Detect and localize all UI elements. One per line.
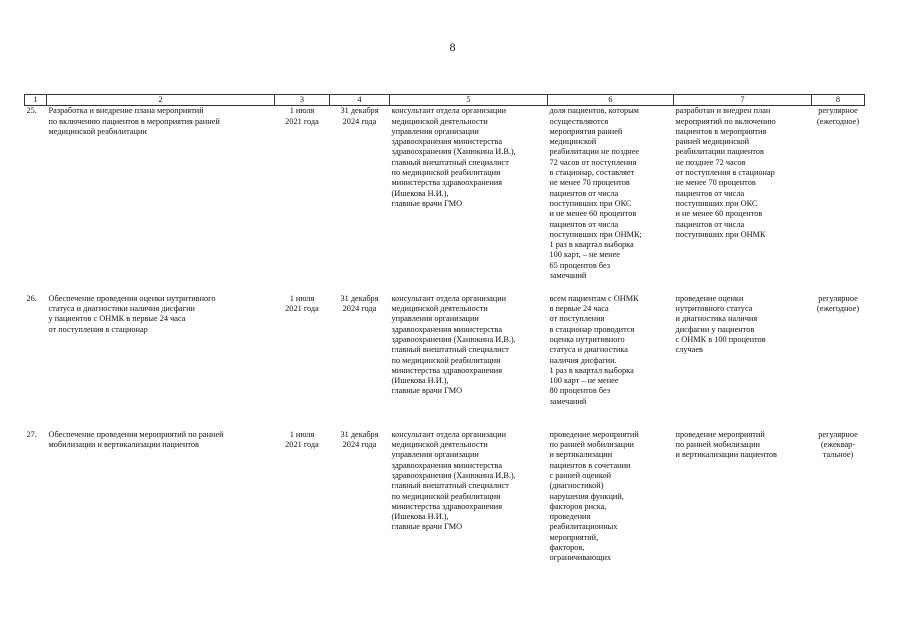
- responsible-cell: консультант отдела организации медицинской деятельности управления организации здравоохранения министерства здравоохранения (Ханюкина И.В.), главный внештатный специалист по медицинской реабилитации министерства здравоохранения (Ишекова Н.И.), главные врачи ГМО: [391, 106, 516, 208]
- start-date-cell: 1 июля 2021 года: [285, 429, 319, 450]
- activity-cell: Разработка и внедрение плана мероприятий по включению пациентов в мероприятия ранней медицинской реабилитации: [48, 106, 220, 136]
- page-number: 8: [449, 40, 456, 54]
- start-date-cell: 1 июля 2021 года: [285, 293, 319, 314]
- column-header: 8: [812, 95, 865, 106]
- end-date-cell: 31 декабря 2024 года: [340, 293, 379, 314]
- result-cell: проведение мероприятий по ранней мобилизации и вертикализации пациентов: [675, 429, 777, 460]
- indicator-cell: доля пациентов, которым осуществляются мероприятия ранней медицинской реабилитации не позднее 72 часов от поступления в стационар, составляет не менее 70 процентов пациентов от числа поступивших при ОКС и не менее 60 процентов пациентов от числа поступивших при ОНМК; 1 раз в квартал выборка 100 карт, – не менее 65 процентов без замечаний: [549, 106, 642, 281]
- table-row: [25, 106, 865, 294]
- start-date-cell: 1 июля 2021 года: [285, 106, 319, 126]
- activity-cell: Обеспечение проведения оценки нутритивного статуса и диагностики наличия дисфагии у пациентов с ОНМК в первые 24 часа от поступления в стационар: [48, 293, 216, 334]
- row-number: 27.: [26, 429, 37, 439]
- result-cell: разработан и внедрен план мероприятий по включению пациентов в мероприятия ранней медицинской реабилитации пациентов не позднее 72 часов от поступления в стационар не менее 70 процентов пациентов от числа поступивших при ОКС и не менее 60 процентов пациентов от числа поступивших при ОНМК: [675, 106, 776, 239]
- indicator-cell: проведение мероприятий по ранней мобилизации и вертикализации пациентов в сочетании с ранней оценкой (диагностикой) нарушения функций, факторов риска, проведения реабилитационных мероприятий, факторов, ограничивающих: [549, 429, 639, 563]
- periodicity-cell: регулярное (ежеквар- тальное): [818, 429, 858, 460]
- table-row: [25, 294, 865, 430]
- column-header: 7: [674, 95, 812, 106]
- column-header: 2: [47, 95, 275, 106]
- column-header: 5: [390, 95, 548, 106]
- indicator-cell: всем пациентам с ОНМК в первые 24 часа от поступления в стационар проводится оценка нутритивного статуса и диагностика наличия дисфагии. 1 раз в квартал выборка 100 карт – не менее 80 процентов без замечаний: [549, 293, 639, 406]
- column-number-header: [25, 95, 865, 106]
- responsible-cell: консультант отдела организации медицинской деятельности управления организации здравоохранения министерства здравоохранения (Ханюкина И.В.), главный внештатный специалист по медицинской реабилитации министерства здравоохранения (Ишекова Н.И.), главные врачи ГМО: [391, 293, 516, 396]
- result-cell: проведение оценки нутритивного статуса и диагностика наличия дисфагии у пациентов с ОНМК в 100 процентов случаев: [675, 293, 766, 355]
- end-date-cell: 31 декабря 2024 года: [340, 106, 379, 126]
- periodicity-cell: регулярное (ежегодное): [816, 293, 860, 314]
- periodicity-cell: регулярное (ежегодное): [816, 106, 860, 126]
- responsible-cell: консультант отдела организации медицинской деятельности управления организации здравоохранения министерства здравоохранения (Ханюкина И.В.), главный внештатный специалист по медицинской реабилитации министерства здравоохранения (Ишекова Н.И.), главные врачи ГМО: [391, 429, 516, 532]
- column-header: 1: [25, 95, 47, 106]
- table-row: [25, 430, 865, 564]
- column-header: 6: [548, 95, 674, 106]
- column-header: 4: [330, 95, 390, 106]
- action-plan-table: [24, 94, 865, 564]
- row-number: 26.: [26, 293, 37, 303]
- row-number: 25.: [26, 106, 37, 116]
- column-header: 3: [275, 95, 330, 106]
- activity-cell: Обеспечение проведения мероприятий по ранней мобилизации и вертикализации пациентов: [48, 429, 224, 450]
- end-date-cell: 31 декабря 2024 года: [340, 429, 379, 450]
